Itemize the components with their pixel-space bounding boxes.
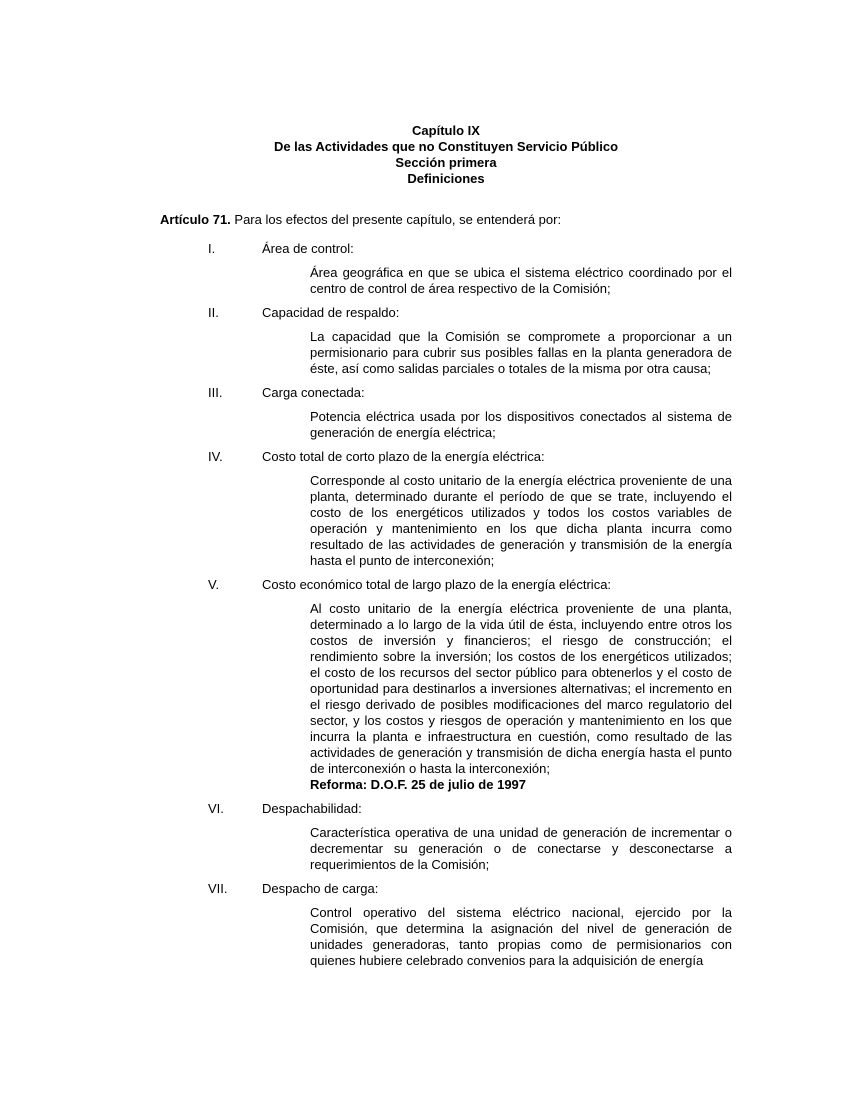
item-numeral: I.: [208, 241, 216, 256]
item-term: Capacidad de respaldo:: [262, 305, 400, 320]
reform-note: Reforma: D.O.F. 25 de julio de 1997: [310, 777, 527, 792]
definitions-list: [160, 241, 732, 969]
item-term: Despacho de carga:: [262, 881, 379, 896]
item-numeral: VII.: [208, 881, 228, 896]
item-term: Costo total de corto plazo de la energía eléctrica:: [262, 449, 545, 464]
item-definition: Control operativo del sistema eléctrico nacional, ejercido por la Comisión, que determina la asignación del nivel de generación de unidades generadoras, tanto propias como de permisionarios con quienes hubiere celebrado convenios para la adquisición de energía: [310, 905, 732, 968]
article-label: Artículo 71.: [160, 212, 231, 227]
item-definition: Al costo unitario de la energía eléctrica proveniente de una planta, determinado a lo largo de la vida útil de ésta, incluyendo entre otros los costos de inversión y financieros; el riesgo de construcción; el rendimiento sobre la inversión; los costos de los energéticos utilizados; el costo de los recursos del sector público para obtenerlos y el costo de oportunidad para destinarlos a inversiones alternativas; el incremento en el riesgo derivado de posibles modificaciones del marco regulatorio del sector, y los costos y riesgos de operación y mantenimiento en los que incurra la planta e infraestructura en cuestión, como resultado de las actividades de generación y transmisión de dicha energía hasta el punto de interconexión o hasta la interconexión;: [310, 601, 732, 776]
article-71: [160, 212, 732, 228]
definition-item: [160, 449, 732, 569]
item-numeral: IV.: [208, 449, 223, 464]
definition-item: [160, 881, 732, 969]
item-term: Despachabilidad:: [262, 801, 362, 816]
item-term: Área de control:: [262, 241, 354, 256]
item-definition: Área geográfica en que se ubica el sistema eléctrico coordinado por el centro de control de área respectivo de la Comisión;: [310, 265, 732, 296]
chapter-title: De las Actividades que no Constituyen Servicio Público: [273, 139, 619, 154]
definition-item: [160, 385, 732, 441]
definition-item: [160, 241, 732, 297]
item-term: Costo económico total de largo plazo de la energía eléctrica:: [262, 577, 612, 592]
item-definition: La capacidad que la Comisión se compromete a proporcionar a un permisionario para cubrir sus posibles fallas en la planta generadora de éste, así como salidas parciales o totales de la misma por otra causa;: [310, 329, 732, 376]
definition-item: [160, 305, 732, 377]
section-title: Definiciones: [407, 171, 485, 186]
item-numeral: II.: [208, 305, 219, 320]
definition-item: [160, 801, 732, 873]
article-intro: Para los efectos del presente capítulo, se entenderá por:: [230, 212, 562, 227]
chapter-label: Capítulo IX: [412, 123, 480, 138]
definition-item: [160, 577, 732, 793]
item-numeral: III.: [208, 385, 223, 400]
item-numeral: VI.: [208, 801, 224, 816]
chapter-heading: [160, 123, 732, 187]
item-term: Carga conectada:: [262, 385, 365, 400]
item-definition: Característica operativa de una unidad de generación de incrementar o decrementar su generación o de conectarse y desconectarse a requerimientos de la Comisión;: [310, 825, 732, 872]
item-definition: Potencia eléctrica usada por los dispositivos conectados al sistema de generación de energía eléctrica;: [310, 409, 732, 440]
section-label: Sección primera: [395, 155, 497, 170]
document-content: [160, 123, 732, 969]
item-definition: Corresponde al costo unitario de la energía eléctrica proveniente de una planta, determinado durante el período de que se trate, incluyendo el costo de los energéticos utilizados y todos los costos variables de operación y mantenimiento en los que dicha planta incurra como resultado de las actividades de generación y transmisión de la energía hasta el punto de interconexión;: [310, 473, 732, 568]
item-numeral: V.: [208, 577, 220, 592]
